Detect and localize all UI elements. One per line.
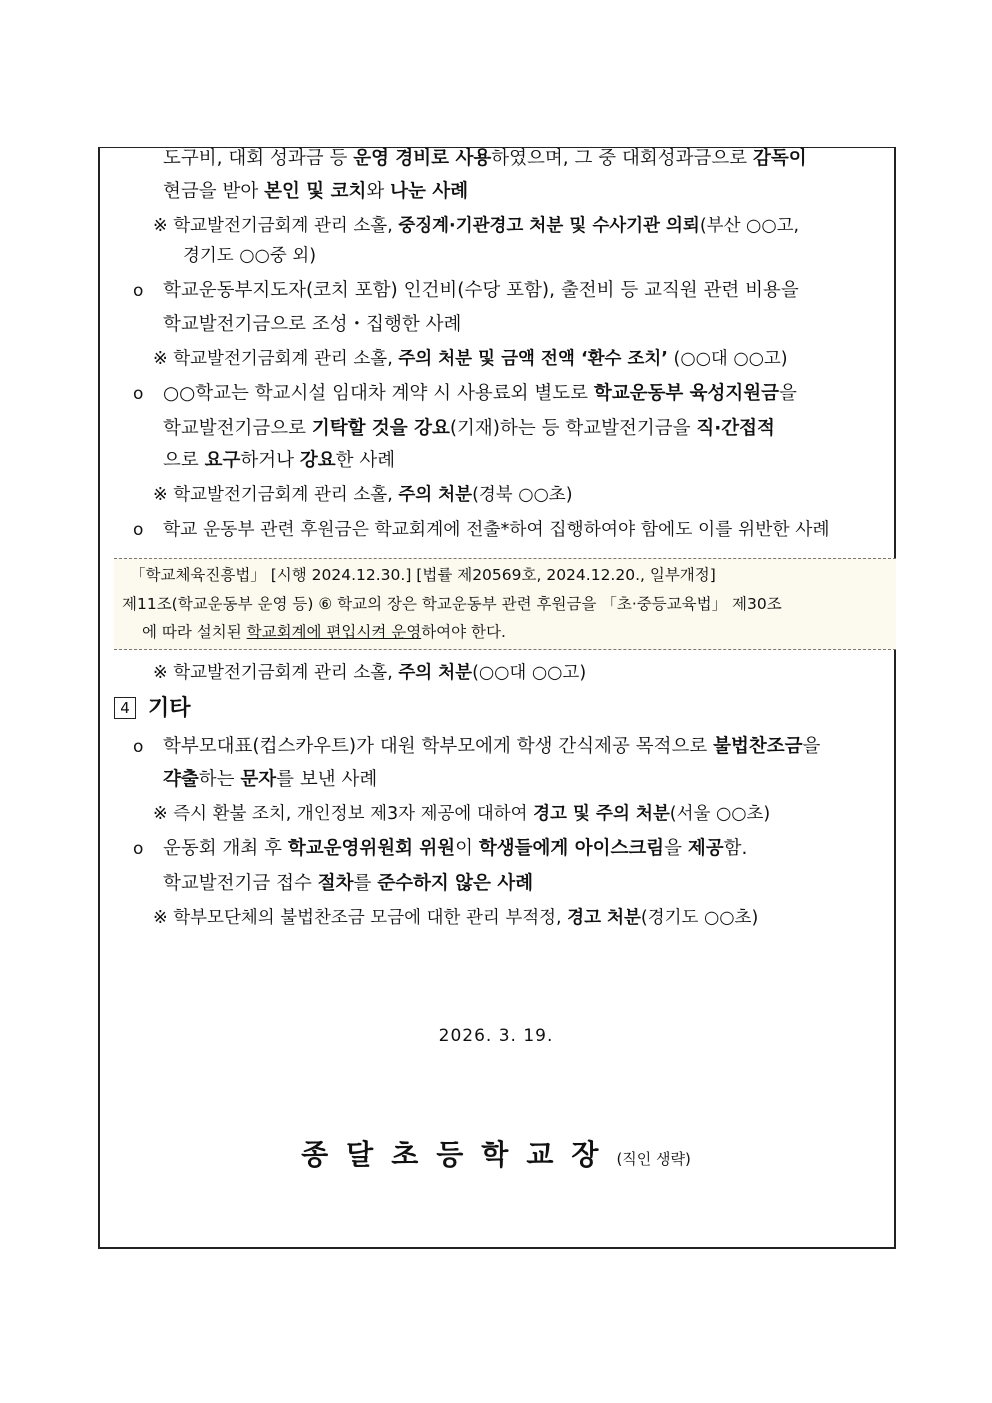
note-line: ※ 즉시 환불 조치, 개인정보 제3자 제공에 대하여 경고 및 주의 처분(서울 ○○초) [153, 804, 771, 824]
text-line: 학교발전기금 접수 절차를 준수하지 않은 사례 [163, 873, 534, 894]
note-line: ※ 학교발전기금회계 관리 소홀, 주의 처분(경북 ○○초) [153, 485, 573, 505]
text-line: 운동회 개최 후 학교운영위원회 위원이 학생들에게 아이스크림을 제공함. [163, 838, 748, 859]
note-line: ※ 학교발전기금회계 관리 소홀, 주의 처분 및 금액 전액 ‘환수 조치’ (○○대 ○○고) [153, 349, 788, 369]
text-line: 현금을 받아 본인 및 코치와 나눈 사례 [163, 181, 469, 202]
note-line: ※ 학교발전기금회계 관리 소홀, 중징계·기관경고 처분 및 수사기관 의뢰(부산 ○○고, [153, 216, 800, 236]
text-line: 학교발전기금으로 기탁할 것을 강요(기재)하는 등 학교발전기금을 직·간접적 [163, 418, 775, 439]
law-line: 에 따라 설치된 학교회계에 편입시켜 운영하여야 한다. [142, 623, 506, 641]
note-line: 경기도 ○○중 외) [183, 246, 317, 266]
bullet-icon: ο [133, 281, 144, 301]
document-date: 2026. 3. 19. [438, 1026, 554, 1046]
note-line: ※ 학교발전기금회계 관리 소홀, 주의 처분(○○대 ○○고) [153, 663, 587, 683]
law-excerpt-box [114, 558, 896, 650]
text-line: 학부모대표(컵스카우트)가 대원 학부모에게 학생 간식제공 목적으로 불법찬조금을 [163, 736, 821, 757]
note-line: ※ 학부모단체의 불법찬조금 모금에 대한 관리 부적정, 경고 처분(경기도 ○○초) [153, 908, 759, 928]
section-number: 4 [114, 697, 136, 719]
text-line: 학교 운동부 관련 후원금은 학교회계에 전출*하여 집행하여야 함에도 이를 위반한 사례 [163, 519, 830, 540]
bullet-icon: ο [133, 384, 144, 404]
section-heading: 4 기타 [114, 696, 191, 722]
law-title: 「학교체육진흥법」 [시행 2024.12.30.] [법률 제20569호, 2024.12.20., 일부개정] [130, 566, 716, 584]
text-line: 도구비, 대회 성과금 등 운영 경비로 사용하였으며, 그 중 대회성과금으로 감독이 [163, 148, 807, 169]
law-line: 제11조(학교운동부 운영 등) ⑥ 학교의 장은 학교운동부 관련 후원금을 「초·중등교육법」 제30조 [122, 595, 782, 613]
text-line: ○○학교는 학교시설 임대차 계약 시 사용료외 별도로 학교운동부 육성지원금을 [163, 383, 797, 404]
signer: 종달초등학교장(직인 생략) [301, 1138, 691, 1171]
text-line: 갹출하는 문자를 보낸 사례 [163, 769, 378, 790]
bullet-icon: ο [133, 737, 144, 757]
text-line: 으로 요구하거나 강요한 사례 [163, 450, 396, 471]
bullet-icon: ο [133, 839, 144, 859]
text-line: 학교발전기금으로 조성・집행한 사례 [163, 314, 462, 335]
bullet-icon: ο [133, 520, 144, 540]
text-line: 학교운동부지도자(코치 포함) 인건비(수당 포함), 출전비 등 교직원 관련 비용을 [163, 280, 799, 301]
